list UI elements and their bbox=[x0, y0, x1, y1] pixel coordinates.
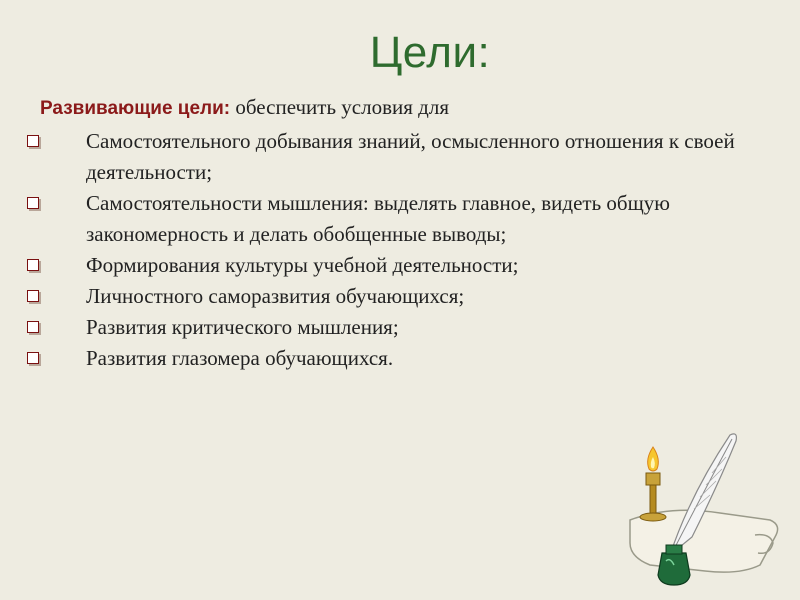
goal-text: Развития критического мышления; bbox=[86, 315, 399, 339]
subtitle-line bbox=[40, 95, 449, 120]
goals-list bbox=[20, 126, 770, 374]
goal-item bbox=[20, 188, 770, 250]
goal-text: Личностного саморазвития обучающихся; bbox=[86, 284, 465, 308]
subtitle-label: Развивающие цели: bbox=[40, 98, 231, 119]
checkbox-bullet-icon bbox=[27, 321, 39, 333]
goal-text: Самостоятельности мышления: выделять главное, видеть общую закономерность и делать обобщенные выводы; bbox=[86, 191, 670, 246]
quill-candle-scroll-icon bbox=[610, 425, 785, 590]
checkbox-bullet-icon bbox=[27, 197, 39, 209]
goal-text: Развития глазомера обучающихся. bbox=[86, 346, 394, 370]
checkbox-bullet-icon bbox=[27, 259, 39, 271]
goal-item bbox=[20, 126, 770, 188]
goal-item bbox=[20, 250, 770, 281]
goal-text: Самостоятельного добывания знаний, осмысленного отношения к своей деятельности; bbox=[86, 129, 735, 184]
goal-item bbox=[20, 312, 770, 343]
goal-item bbox=[20, 343, 770, 374]
goal-item bbox=[20, 281, 770, 312]
subtitle-text: обеспечить условия для bbox=[230, 95, 449, 119]
checkbox-bullet-icon bbox=[27, 290, 39, 302]
checkbox-bullet-icon bbox=[27, 352, 39, 364]
slide-title: Цели: bbox=[369, 28, 491, 77]
checkbox-bullet-icon bbox=[27, 135, 39, 147]
goal-text: Формирования культуры учебной деятельности; bbox=[86, 253, 519, 277]
